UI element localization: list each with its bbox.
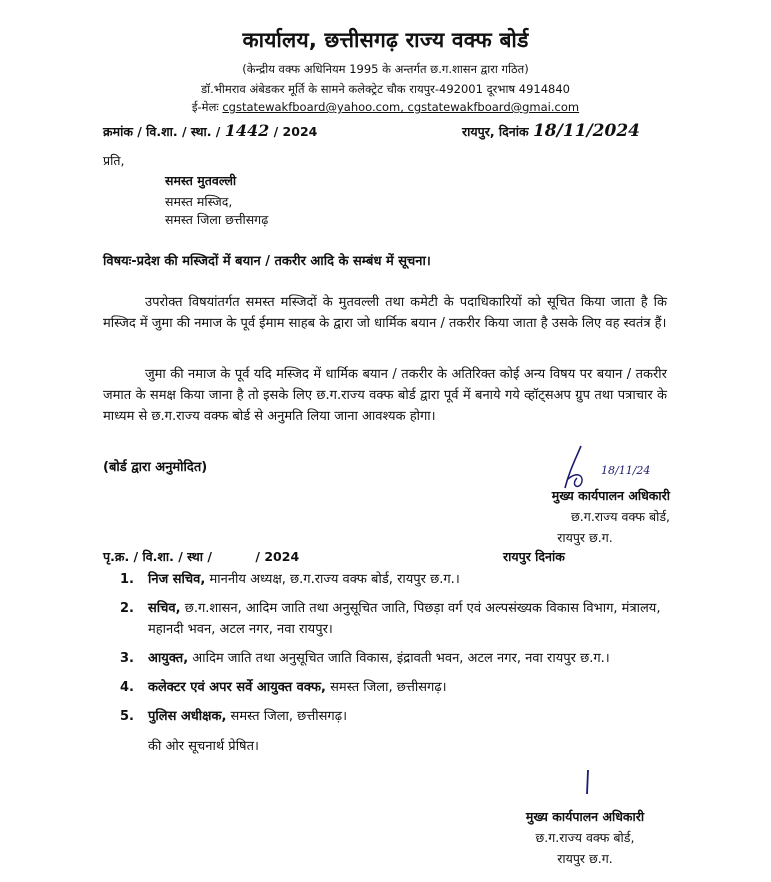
reference-suffix: / 2024 [273,124,318,139]
board-approved-note: (बोर्ड द्वारा अनुमोदित) [103,460,208,475]
list-item-text: माननीय अध्यक्ष, छ.ग.राज्य वक्फ बोर्ड, रायपुर छ.ग.। [205,572,460,587]
letter-date [462,121,640,141]
recipient-line-2: समस्त मस्जिद, [165,194,233,209]
list-item-number: 1. [120,572,134,587]
reference-prefix: क्रमांक / वि.शा. / स्था. / [103,124,221,139]
signatory-2-org: छ.ग.राज्य वक्फ बोर्ड, [535,830,635,845]
signatory-block-2 [500,806,670,869]
list-item-number: 3. [120,651,134,666]
list-item-title: निज सचिव, [148,572,206,587]
email-line [0,100,771,115]
signatory-2-place: रायपुर छ.ग. [557,851,613,866]
list-item-number: 2. [120,601,134,616]
copy-to-list [120,569,680,735]
body-paragraph-2: जुमा की नमाज के पूर्व यदि मस्जिद में धार्मिक बयान / तकरीर के अतिरिक्त कोई अन्य विषय पर बयान / तकरीर जमात के समक्ष किया जाना है तो इसके लिए छ.ग.राज्य वक्फ बोर्ड द्वारा पूर्व में बनाये गये व्हॉट्सअप ग्रुप तथा पत्राचार के माध्यम से छ.ग.राज्य वक्फ बोर्ड से अनुमति लिया जाना आवश्यक होगा। [103,367,667,424]
list-item-number: 4. [120,680,134,695]
signature-date-mark: 18/11/24 [601,464,651,477]
list-item-title: कलेक्टर एवं अपर सर्वे आयुक्त वक्फ, [148,680,326,695]
office-address: डॉ.भीमराव अंबेडकर मूर्ति के सामने कलेक्ट्रेट चौक रायपुर-492001 दूरभाष 4914840 [201,82,570,96]
endorsement-ref: पृ.क्र. / वि.शा. / स्था / / 2024 [103,549,300,564]
list-item-text: समस्त जिला, छत्तीसगढ़। [226,709,347,724]
list-item [120,677,680,698]
list-item-title: आयुक्त, [148,651,189,666]
list-item-title: पुलिस अधीक्षक, [148,709,227,724]
signatory-1-org: छ.ग.राज्य वक्फ बोर्ड, [571,509,670,524]
signatory-1-place: रायपुर छ.ग. [557,530,613,545]
list-item [120,706,680,727]
to-label: प्रति, [103,153,125,168]
reference-number [103,121,317,140]
list-item [120,598,680,640]
recipient-line-3: समस्त जिला छत्तीसगढ़ [165,212,269,227]
email-link[interactable]: cgstatewakfboard@yahoo.com, cgstatewakfboard@gmai.com [222,100,580,114]
list-item-text: छ.ग.शासन, आदिम जाति तथा अनुसूचित जाति, पिछड़ा वर्ग एवं अल्पसंख्यक विकास विभाग, मंत्रालय, महानदी भवन, अटल नगर, नवा रायपुर। [148,601,661,637]
date-label: दिनांक [498,124,529,139]
subject-line: विषयः-प्रदेश की मस्जिदों में बयान / तकरीर आदि के सम्बंध में सूचना। [103,254,431,269]
signature-mark-icon [578,768,598,798]
list-item [120,569,680,590]
list-item-text: आदिम जाति तथा अनुसूचित जाति विकास, इंद्रावती भवन, अटल नगर, नवा रायपुर छ.ग.। [188,651,610,666]
endorsement-date: रायपुर दिनांक [503,549,565,564]
list-item-text: समस्त जिला, छत्तीसगढ़। [326,680,447,695]
signatory-2-role: मुख्य कार्यपालन अधिकारी [525,809,645,824]
list-item [120,648,680,669]
date-handwritten-value: 18/11/2024 [532,121,640,141]
list-item-number: 5. [120,709,134,724]
office-title: कार्यालय, छत्तीसगढ़ राज्य वक्फ बोर्ड [242,28,529,52]
date-place: रायपुर, [462,124,495,139]
reference-handwritten-number: 1442 [224,121,270,140]
constitution-note: (केन्द्रीय वक्फ अधिनियम 1995 के अन्तर्गत छ.ग.शासन द्वारा गठित) [242,62,529,76]
signatory-1-role: मुख्य कार्यपालन अधिकारी [551,488,670,503]
email-label: ई-मेलः [191,100,219,114]
list-item-title: सचिव, [148,601,181,616]
closing-line: की ओर सूचनार्थ प्रेषित। [148,739,259,754]
signatory-block-1 [500,485,670,548]
body-paragraph-1: उपरोक्त विषयांतर्गत समस्त मस्जिदों के मुतवल्ली तथा कमेटी के पदाधिकारियों को सूचित किया जाता है कि मस्जिद में जुमा की नमाज के पूर्व ईमाम साहब के द्वारा जो धार्मिक बयान / तकरीर किया जाता है उसके लिए वह स्वतंत्र हैं। [103,295,667,331]
recipient-line-1: समस्त मुतवल्ली [165,173,237,188]
